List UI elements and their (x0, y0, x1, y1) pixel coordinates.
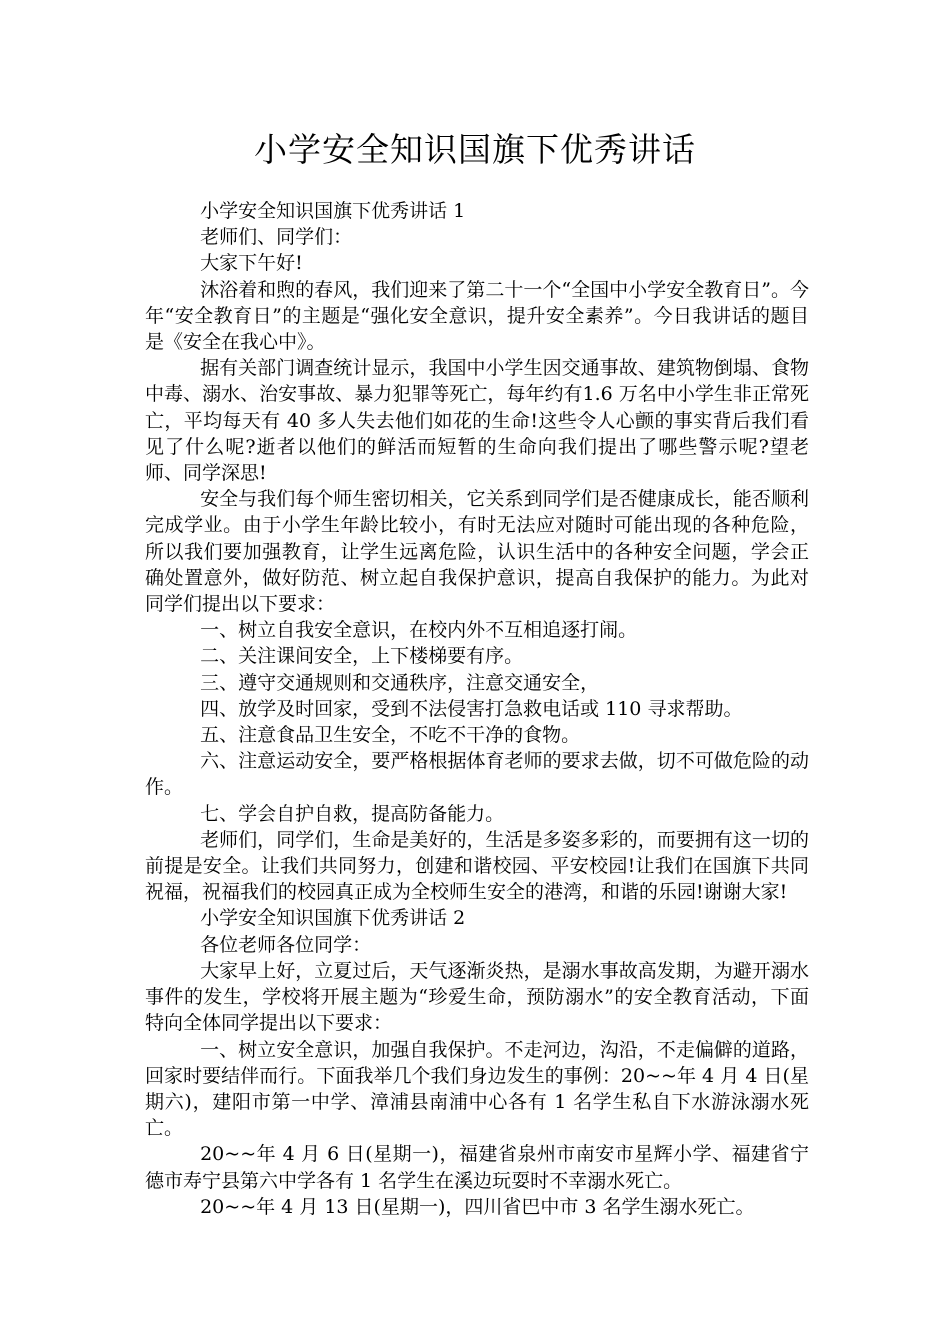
paragraph: 大家早上好，立夏过后，天气逐渐炎热，是溺水事故高发期，为避开溺水事件的发生，学校将开展主题为“珍爱生命，预防溺水”的安全教育活动，下面特向全体同学提出以下要求： (145, 959, 809, 1035)
paragraph: 20~~年 4 月 13 日(星期一)，四川省巴中市 3 名学生溺水死亡。 (200, 1195, 755, 1218)
document-title: 小学安全知识国旗下优秀讲话 (254, 130, 696, 169)
paragraph: 各位老师各位同学： (200, 933, 372, 956)
paragraph: 四、放学及时回家，受到不法侵害打急救电话或 110 寻求帮助。 (200, 697, 743, 720)
paragraph: 20~~年 4 月 6 日(星期一)，福建省泉州市南安市星辉小学、福建省宁德市寿宁县第六中学各有 1 名学生在溪边玩耍时不幸溺水死亡。 (145, 1143, 809, 1192)
paragraph: 三、遵守交通规则和交通秩序，注意交通安全， (200, 671, 600, 694)
paragraph: 据有关部门调查统计显示，我国中小学生因交通事故、建筑物倒塌、食物中毒、溺水、治安事故、暴力犯罪等死亡，每年约有1.6 万名中小学生非正常死亡，平均每天有 40 多人失去他们如花的生命!这些令人心颤的事实背后我们看见了什么呢?逝者以他们的鲜活而短暂的生命向我们提出了哪些警示呢?望老师、同学深思! (145, 357, 809, 485)
paragraph: 二、关注课间安全，上下楼梯要有序。 (200, 645, 524, 668)
paragraph: 小学安全知识国旗下优秀讲话 2 (200, 907, 466, 930)
paragraph: 六、注意运动安全，要严格根据体育老师的要求去做，切不可做危险的动作。 (145, 750, 809, 799)
document-body (145, 198, 809, 1220)
paragraph: 一、树立自我安全意识，在校内外不互相追逐打闹。 (200, 619, 638, 642)
paragraph: 老师们、同学们： (200, 226, 353, 249)
paragraph: 沐浴着和煦的春风，我们迎来了第二十一个“全国中小学安全教育日”。今年“安全教育日”的主题是“强化安全意识，提升安全素养”。今日我讲话的题目是《安全在我心中》。 (145, 278, 809, 354)
paragraph: 五、注意食品卫生安全，不吃不干净的食物。 (200, 724, 581, 747)
paragraph: 七、学会自护自救，提高防备能力。 (200, 802, 505, 825)
paragraph: 老师们，同学们，生命是美好的，生活是多姿多彩的，而要拥有这一切的前提是安全。让我们共同努力，创建和谐校园、平安校园!让我们在国旗下共同祝福，祝福我们的校园真正成为全校师生安全的港湾，和谐的乐园!谢谢大家! (145, 828, 809, 904)
paragraph: 安全与我们每个师生密切相关，它关系到同学们是否健康成长，能否顺利完成学业。由于小学生年龄比较小，有时无法应对随时可能出现的各种危险，所以我们要加强教育，让学生远离危险，认识生活中的各种安全问题，学会正确处置意外，做好防范、树立起自我保护意识，提高自我保护的能力。为此对同学们提出以下要求： (145, 488, 809, 616)
paragraph: 小学安全知识国旗下优秀讲话 1 (200, 200, 466, 222)
paragraph: 一、树立安全意识，加强自我保护。不走河边，沟沿，不走偏僻的道路，回家时要结伴而行。下面我举几个我们身边发生的事例：20~~年 4 月 4 日(星期六)，建阳市第一中学、漳浦县南浦中心各有 1 名学生私自下水游泳溺水死亡。 (145, 1038, 809, 1140)
paragraph: 大家下午好! (200, 252, 303, 275)
